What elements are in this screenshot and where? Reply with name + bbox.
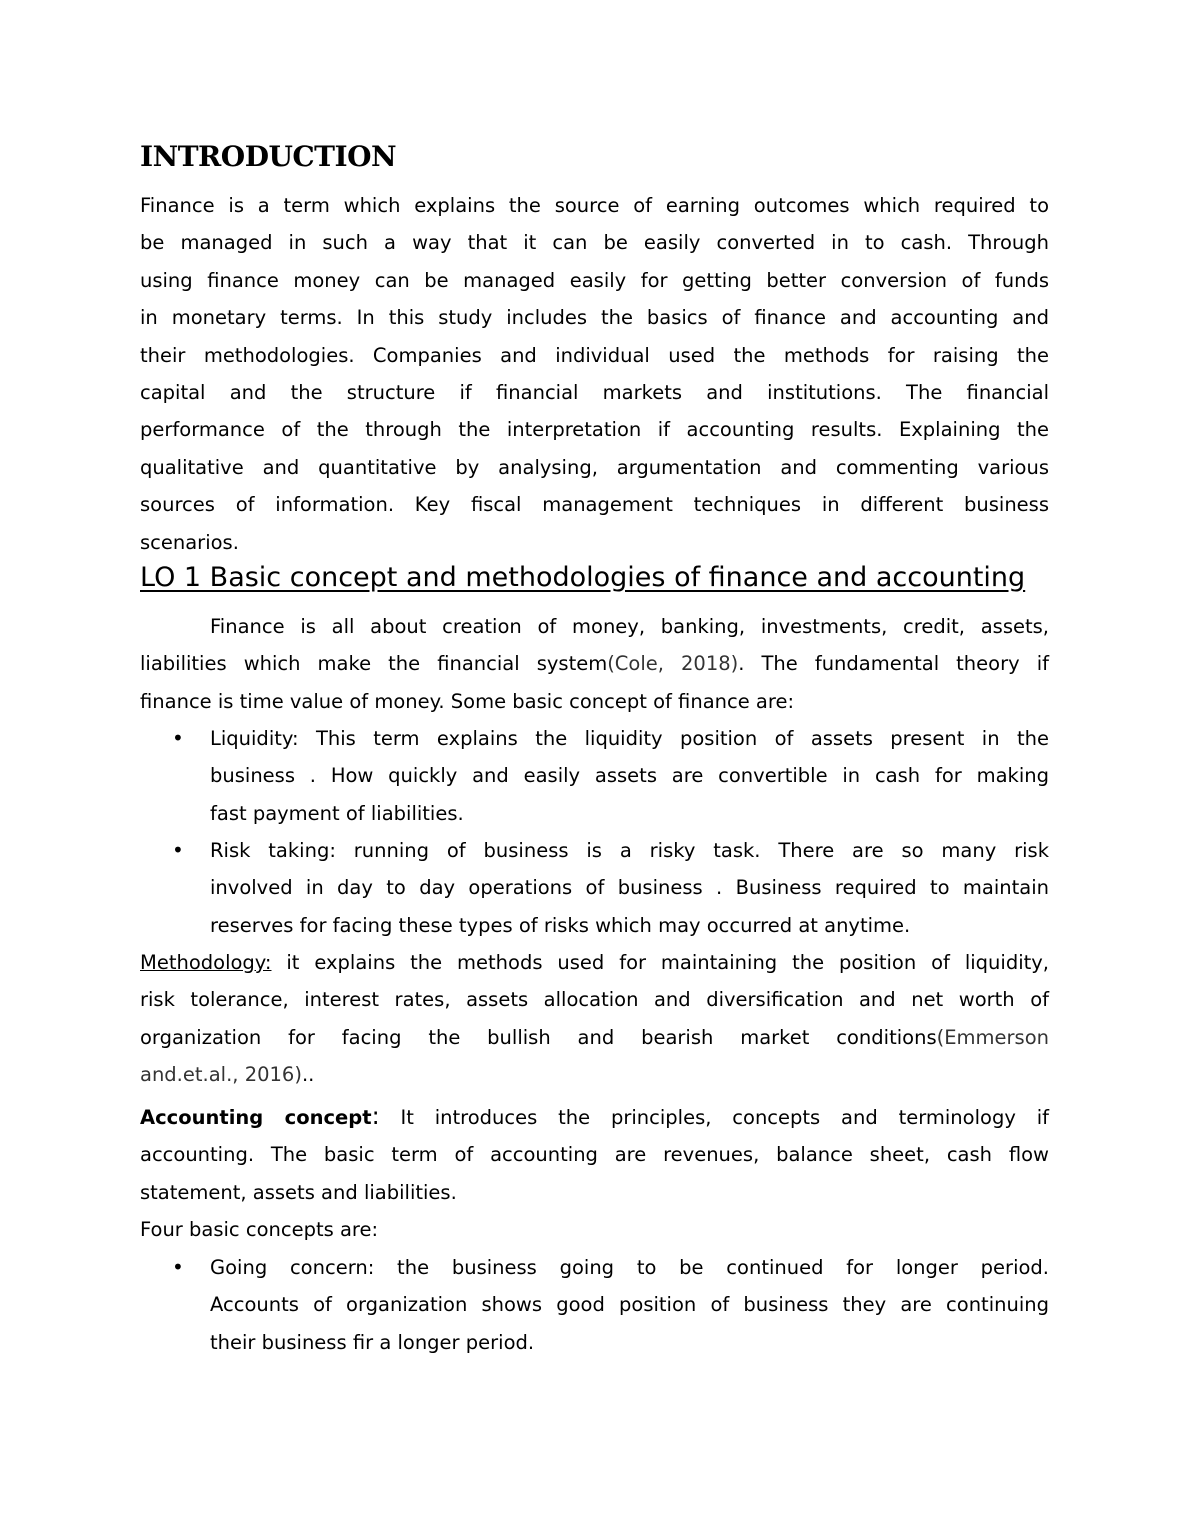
methodology-paragraph: Methodology: it explains the methods used for maintaining the position of liquidity, risk tolerance, interest rates, assets allocation and diversification and net worth of organization for facing the bullish and bearish market conditions(Emmerson and.et.al., 2016).. <box>140 951 1049 1087</box>
bullet-icon: • <box>172 838 184 862</box>
finance-paragraph: Finance is all about creation of money, banking, investments, credit, assets, liabilities which make the financial system(Cole, 2018). The fundamental theory if finance is time value of money. Some basic concept of finance are: <box>140 615 1049 713</box>
four-concepts-intro: Four basic concepts are: <box>140 1218 379 1242</box>
methodology-label: Methodology: <box>140 951 272 974</box>
bullet-icon: • <box>172 726 184 750</box>
bullet-going-concern: • Going concern: the business going to be continued for longer period. Accounts of organization shows good position of business they are continuing their business fir a longer period. <box>210 1249 1049 1361</box>
bullet-liquidity: • Liquidity: This term explains the liquidity position of assets present in the business . How quickly and easily assets are convertible in cash for making fast payment of liabilities. <box>210 720 1049 832</box>
lo1-heading: LO 1 Basic concept and methodologies of finance and accounting <box>140 562 1026 593</box>
accounting-concept-label: Accounting concept <box>140 1106 372 1129</box>
introduction-paragraph: Finance is a term which explains the source of earning outcomes which required to be managed in such a way that it can be easily converted in to cash. Through using finance money can be managed easily for getting better conversion of funds in monetary terms. In this study includes the basics of finance and accounting and their methodologies. Companies and individual used the methods for raising the capital and the structure if financial markets and institutions. The financial performance of the through the interpretation if accounting results. Explaining the qualitative and quantitative by analysing, argumentation and commenting various sources of information. Key fiscal management techniques in different business scenarios. <box>140 194 1049 554</box>
introduction-heading: INTRODUCTION <box>140 140 397 173</box>
accounting-paragraph: Accounting concept: It introduces the principles, concepts and terminology if accounting. The basic term of accounting are revenues, balance sheet, cash flow statement, assets and liabilities. Four basic concepts are: <box>140 1099 1049 1249</box>
citation-cole: (Cole, 2018) <box>607 652 739 676</box>
bullet-icon: • <box>172 1255 184 1279</box>
bullet-risk-taking: • Risk taking: running of business is a risky task. There are so many risk involved in day to day operations of business . Business required to maintain reserves for facing these types of risks which may occurred at anytime. <box>210 832 1049 944</box>
citation-emmerson: (Emmerson <box>936 1025 1049 1049</box>
